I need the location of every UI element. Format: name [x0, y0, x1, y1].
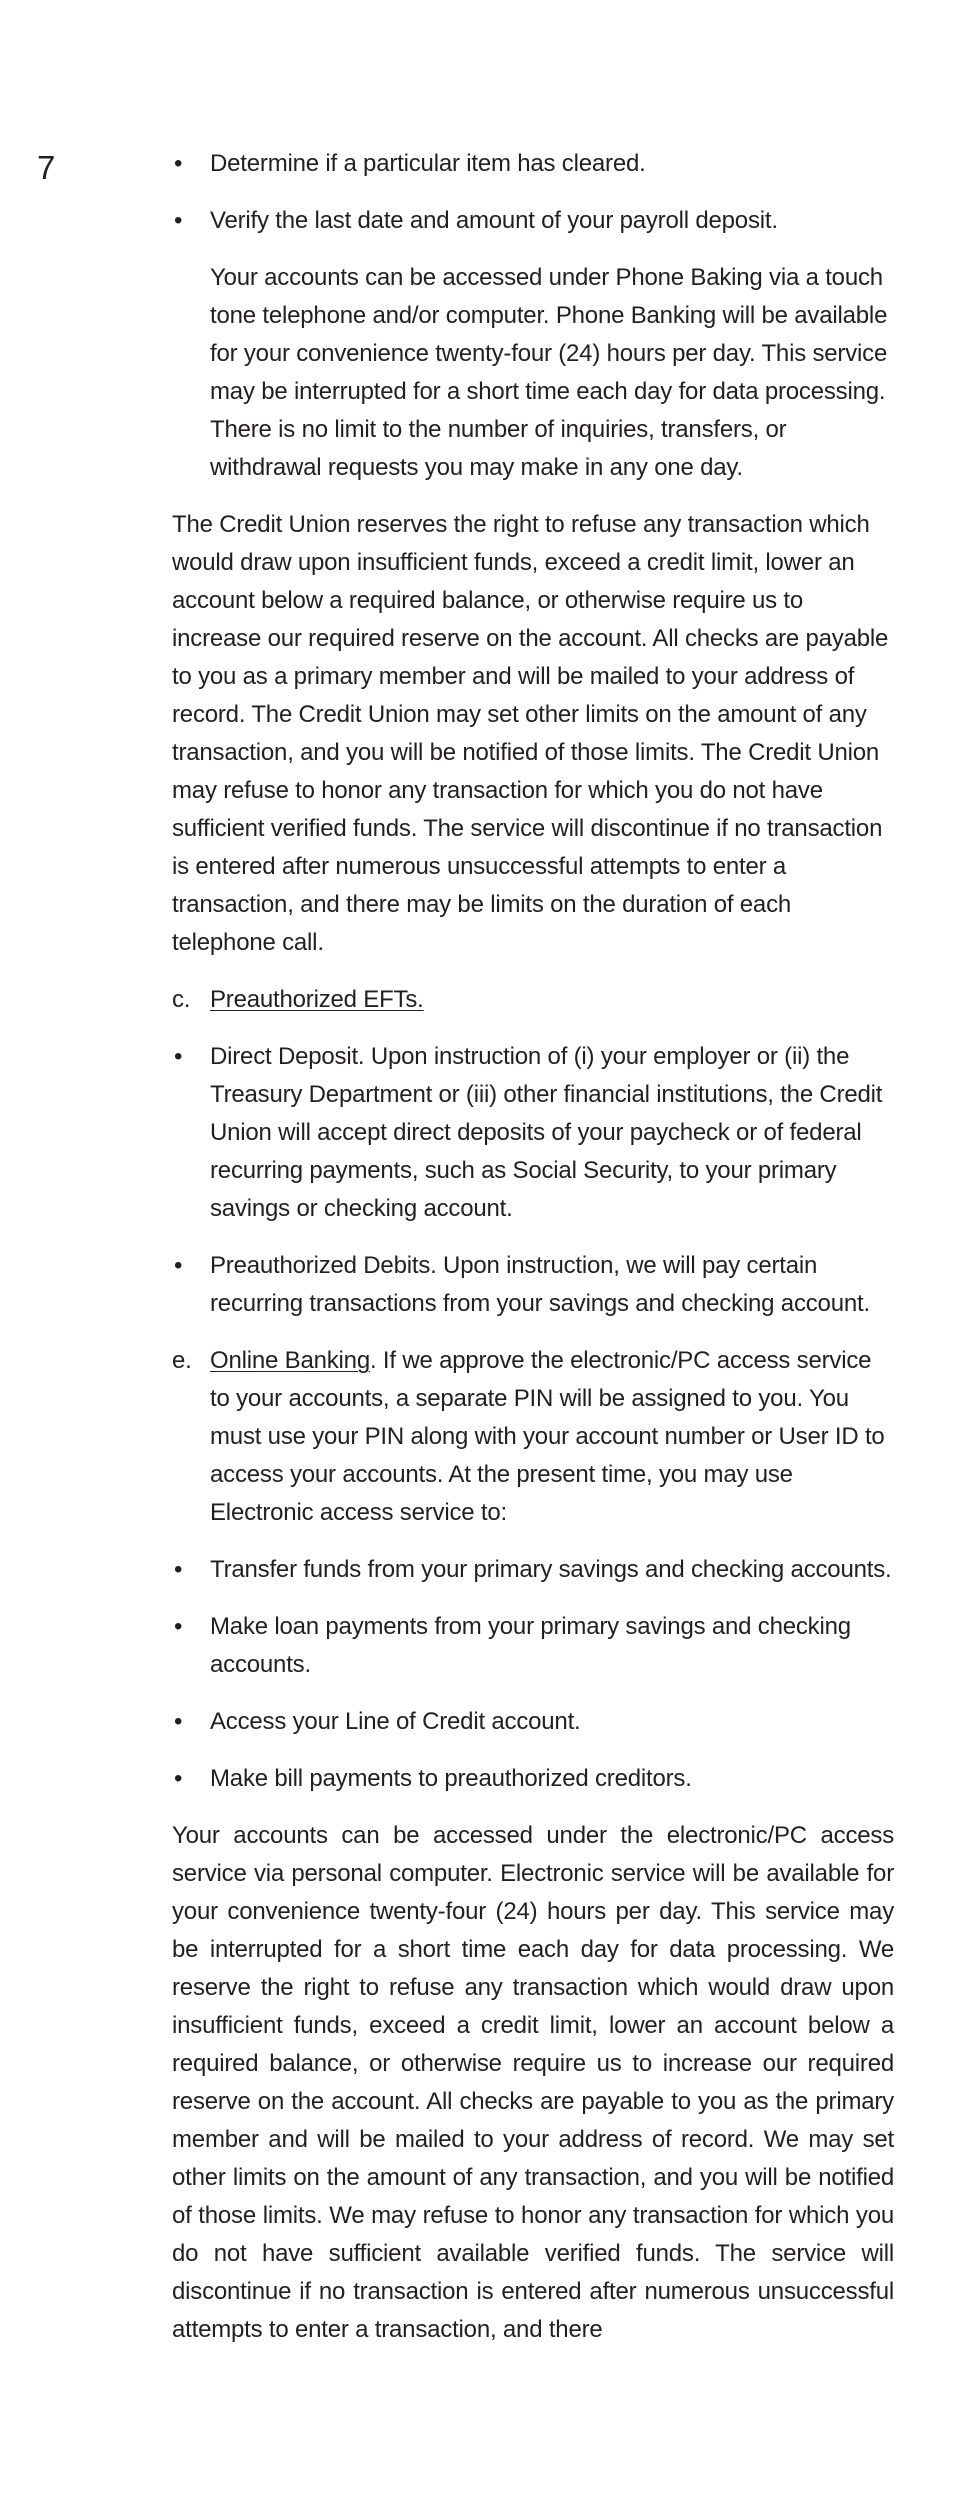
section-heading-text: Preauthorized EFTs. — [210, 986, 424, 1013]
section-marker: c. — [172, 986, 191, 1013]
bullet-icon: • — [174, 150, 183, 177]
section-heading-text: Online Banking — [210, 1347, 370, 1374]
list-item-text: Verify the last date and amount of your payroll deposit. — [210, 207, 778, 234]
phone-banking-access-paragraph: Your accounts can be accessed under Phone Baking via a touch tone telephone and/or computer. Phone Banking will be available for your convenience twenty-four (24) hours per day. This service may be interrupted for a short time each day for data processing. There is no limit to the number of inquiries, transfers, or withdrawal requests you may make in any one day. — [210, 264, 888, 481]
online-banking-closing-text: available for your convenience twenty-four (24) hours per day. This service may be interrupted for a short time each day for data processing. We reserve the right to refuse any transaction which would draw upon insufficient funds, exceed a credit limit, lower an account below a required balance, or otherwise require us to increase our required reserve on the account. All checks are payable to you as the primary member and will be mailed to your address of record. We may set other limits on the amount of any transaction, and you will be notified of those limits. We may refuse to honor any transaction for which you do not have sufficient available verified funds. The service will discontinue if no transaction is entered after numerous unsuccessful attempts to enter a transaction, and there — [172, 1860, 894, 2343]
section-online-banking — [172, 1342, 894, 1532]
online-banking-service-line: Your accounts can be accessed under the electronic/PC access service via personal computer. Electronic service will be — [172, 1822, 894, 1887]
page-number: 7 — [37, 149, 56, 186]
list-item-text: Make bill payments to preauthorized creditors. — [210, 1765, 692, 1792]
list-item-text: Direct Deposit. Upon instruction of (i) your employer or (ii) the Treasury Department or (iii) other financial institutions, the Credit Union will accept direct deposits of your paycheck or of federal recurring payments, such as Social Security, to your primary savings or checking account. — [210, 1043, 883, 1222]
list-item — [172, 1760, 894, 1798]
section-marker: e. — [172, 1347, 192, 1374]
list-item-text: Preauthorized Debits. Upon instruction, we will pay certain recurring transactions from your savings and checking account. — [210, 1252, 870, 1317]
section-heading-preauthorized — [172, 981, 894, 1019]
bullet-icon: • — [174, 1708, 183, 1735]
list-item — [172, 1703, 894, 1741]
bullet-icon: • — [174, 1252, 183, 1279]
list-item — [172, 202, 894, 240]
list-item — [172, 1551, 894, 1589]
bullet-icon: • — [174, 1556, 183, 1583]
document-body — [172, 145, 894, 2368]
bullet-icon: • — [174, 1765, 183, 1792]
list-item — [172, 1247, 894, 1323]
bullet-icon: • — [174, 207, 183, 234]
list-item — [172, 1038, 894, 1228]
bullet-icon: • — [174, 1043, 183, 1070]
list-item-text: Transfer funds from your primary savings and checking accounts. — [210, 1556, 892, 1583]
online-banking-intro: . If we approve the electronic/PC access service to your accounts, a separate PIN will be assigned to you. You must use your PIN along with your account number or User ID to access your accounts. At the present time, you may use Electronic access service to: — [210, 1347, 885, 1526]
list-item — [172, 145, 894, 183]
bullet-icon: • — [174, 1613, 183, 1640]
list-item-text: Determine if a particular item has cleared. — [210, 150, 646, 177]
online-banking-closing-paragraph — [172, 1817, 894, 2349]
phone-banking-reserve-paragraph: The Credit Union reserves the right to refuse any transaction which would draw upon insufficient funds, exceed a credit limit, lower an account below a required balance, or otherwise require us to increase our required reserve on the account. All checks are payable to you as a primary member and will be mailed to your address of record. The Credit Union may set other limits on the amount of any transaction, and you will be notified of those limits. The Credit Union may refuse to honor any transaction for which you do not have sufficient verified funds. The service will discontinue if no transaction is entered after numerous unsuccessful attempts to enter a transaction, and there may be limits on the duration of each telephone call. — [172, 511, 889, 956]
list-item — [172, 1608, 894, 1684]
list-item-text: Access your Line of Credit account. — [210, 1708, 581, 1735]
list-item-text: Make loan payments from your primary savings and checking accounts. — [210, 1613, 851, 1678]
